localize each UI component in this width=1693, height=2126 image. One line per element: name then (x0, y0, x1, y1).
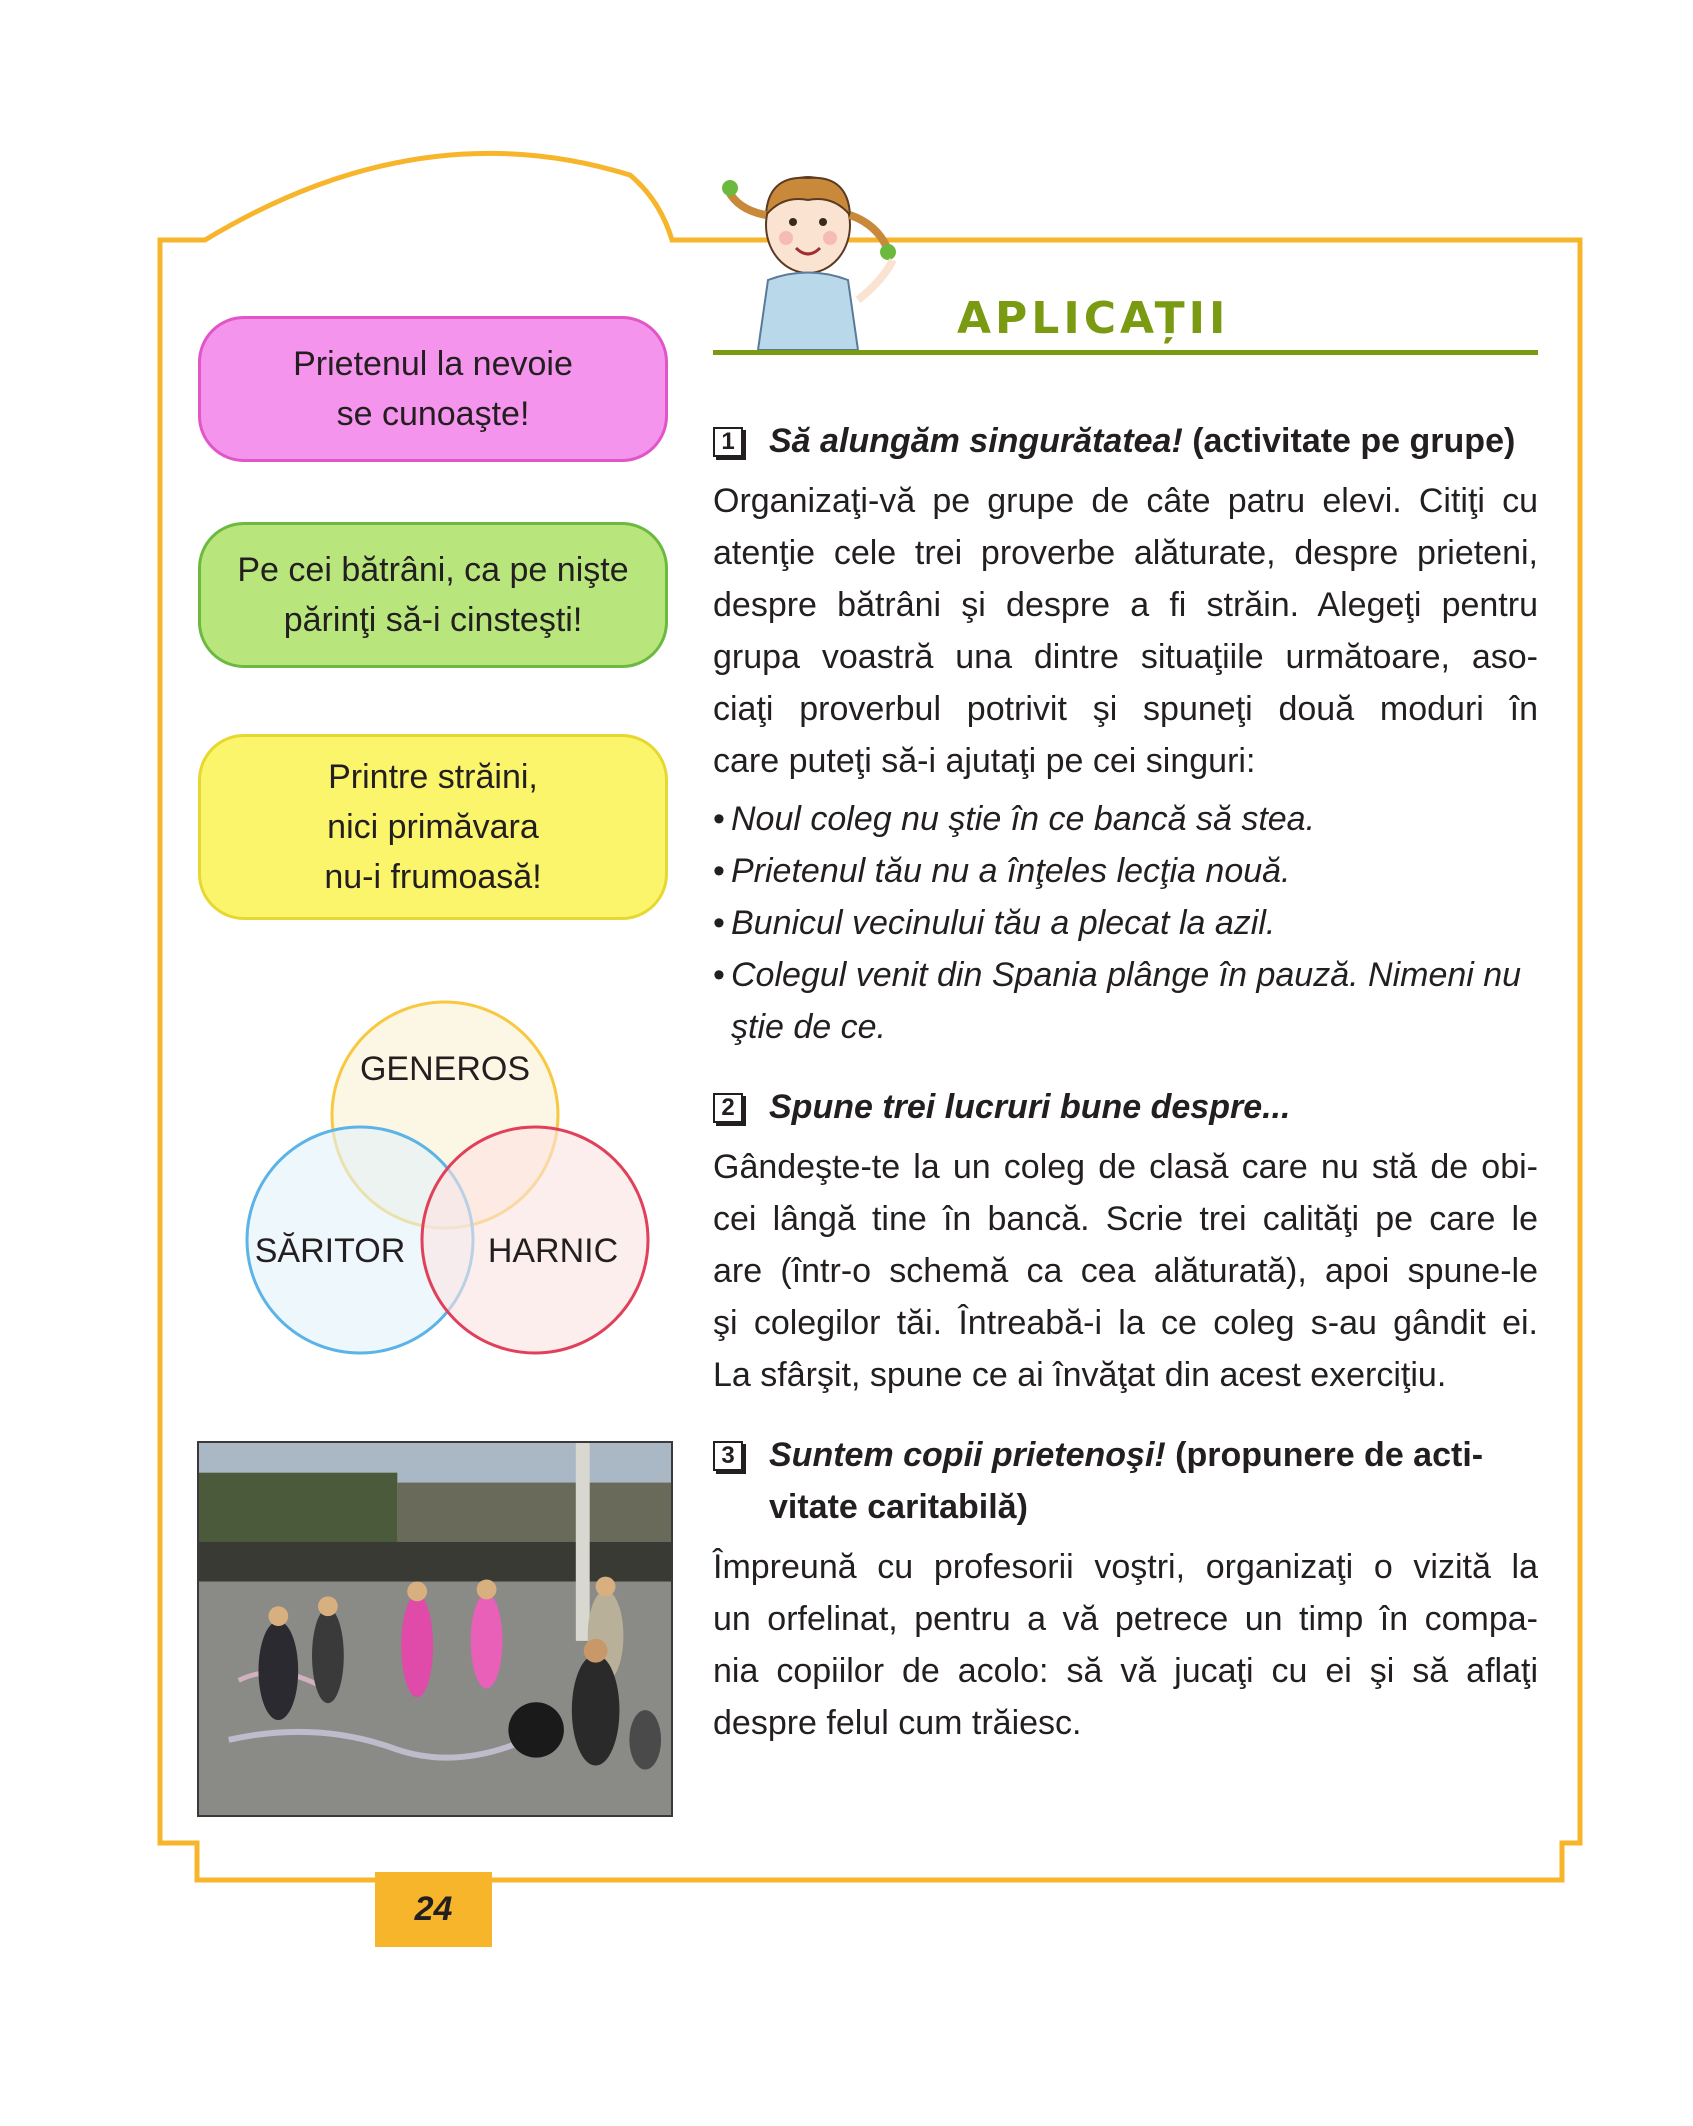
task-number: 1 (713, 427, 743, 457)
list-item: • Noul coleg nu ştie în ce bancă să stea. (713, 793, 1538, 845)
text-line: Organizaţi-vă pe grupe de câte patru elevi. Citiţi cu (713, 482, 1538, 520)
task-3-heading-cont (713, 1481, 1538, 1533)
text-line: despre felul cum trăiesc. (713, 1704, 1082, 1742)
text-line: nia copiilor de acolo: să vă jucaţi cu ei şi să aflaţi (713, 1652, 1538, 1690)
proverb-text: părinţi să-i cinsteşti! (283, 601, 583, 639)
list-item: • Colegul venit din Spania plânge în pauză. Nimeni nu (713, 949, 1538, 1001)
proverb-text: Prietenul la nevoie (293, 345, 573, 383)
text-line: despre bătrâni şi despre a fi străin. Alegeţi pentru (713, 586, 1538, 624)
proverb-text: se cunoaşte! (336, 395, 530, 433)
venn-label-right: HARNIC (487, 1232, 619, 1270)
task-number: 3 (713, 1441, 743, 1471)
task-subtitle: vitate caritabilă) (769, 1488, 1028, 1526)
page-number: 24 (375, 1872, 492, 1947)
proverb-text: nu-i frumoasă! (324, 858, 542, 896)
section-title: APLICAȚII (957, 293, 1230, 344)
task-title: Suntem copii prietenoşi! (769, 1436, 1166, 1474)
task-1-situations (713, 793, 1538, 1053)
text-line: are (într-o schemă ca cea alăturată), apoi spune-le (713, 1252, 1538, 1290)
proverb-bubble-strangers (198, 734, 668, 920)
venn-label-left: SĂRITOR (254, 1232, 406, 1270)
proverb-text: Pe cei bătrâni, ca pe nişte (237, 551, 629, 589)
venn-label-top: GENEROS (359, 1050, 531, 1088)
text-line: şi colegilor tăi. Întreabă-i la ce coleg s-au gândit ei. (713, 1304, 1538, 1342)
text-line: La sfârşit, spune ce ai învăţat din acest exerciţiu. (713, 1356, 1447, 1394)
text-line: care puteţi să-i ajutaţi pe cei singuri: (713, 742, 1256, 780)
text-line: grupa voastră una dintre situaţiile următoare, aso- (713, 638, 1538, 676)
girl-illustration (708, 170, 908, 350)
proverb-bubble-elders (198, 522, 668, 668)
task-subtitle: (propunere de acti- (1165, 1436, 1484, 1474)
task-2-heading (713, 1081, 1538, 1133)
proverb-text: Printre străini, (328, 758, 538, 796)
list-item: • Bunicul vecinului tău a plecat la azil. (713, 897, 1538, 949)
task-1-heading (713, 415, 1538, 467)
task-title: Spune trei lucruri bune despre... (769, 1088, 1291, 1126)
task-number: 2 (713, 1093, 743, 1123)
exercises (713, 415, 1538, 1749)
proverb-bubble-friend (198, 316, 668, 462)
text-line: Gândeşte-te la un coleg de clasă care nu stă de obi- (713, 1148, 1538, 1186)
venn-diagram (230, 990, 670, 1360)
text-line: cei lângă tine în bancă. Scrie trei calităţi pe care le (713, 1200, 1538, 1238)
text-line: un orfelinat, pentru a vă petrece un timp în compa- (713, 1600, 1538, 1638)
task-3-heading (713, 1429, 1538, 1481)
text-line: atenţie cele trei proverbe alăturate, despre prieteni, (713, 534, 1538, 572)
proverb-text: nici primăvara (327, 808, 539, 846)
task-title: Să alungăm singurătatea! (769, 422, 1183, 460)
list-item-continuation: ştie de ce. (731, 1008, 886, 1046)
list-item: • Prietenul tău nu a înţeles lecţia nouă. (713, 845, 1538, 897)
task-1-text (713, 475, 1538, 787)
section-rule (713, 350, 1538, 355)
task-subtitle: (activitate pe grupe) (1182, 422, 1516, 460)
task-3-text (713, 1541, 1538, 1749)
text-line: ciaţi proverbul potrivit şi spuneţi două moduri în (713, 690, 1538, 728)
children-playing-photo (197, 1441, 673, 1817)
text-line: Împreună cu profesorii voştri, organizaţi o vizită la (713, 1548, 1538, 1586)
task-2-text (713, 1141, 1538, 1401)
